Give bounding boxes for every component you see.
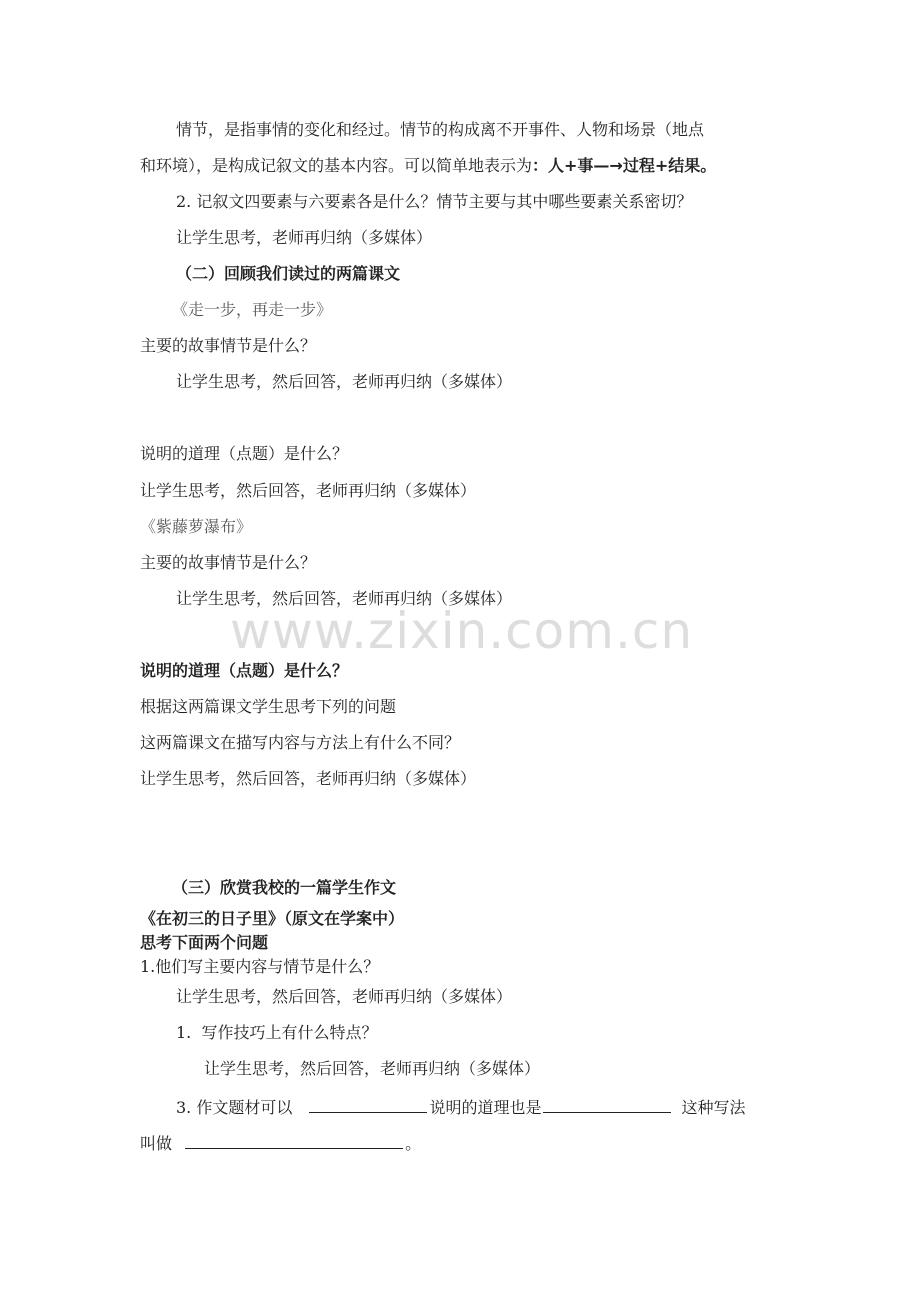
section-heading: （三）欣赏我校的一篇学生作文	[172, 878, 397, 897]
question-line: 主要的故事情节是什么？	[140, 553, 317, 572]
instruction-line: 让学生思考，老师再归纳（多媒体）	[176, 228, 433, 247]
question-line: 1. 写作技巧上有什么特点？	[176, 1023, 378, 1042]
fill-in-line	[140, 1132, 421, 1155]
paragraph-line: 情节，是指事情的变化和经过。情节的构成离不开事件、人物和场景（地点	[176, 120, 705, 139]
text-title: 《走一步，再走一步》	[172, 300, 333, 319]
watermark: www.zixin.com.cn	[230, 602, 694, 660]
instruction-line: 让学生思考，然后回答，老师再归纳（多媒体）	[176, 589, 513, 608]
formula-text: ：人+事—→过程+结果。	[532, 156, 717, 175]
question-line: 2. 记叙文四要素与六要素各是什么？情节主要与其中哪些要素关系密切？	[176, 192, 693, 211]
answer-blank[interactable]	[185, 1132, 403, 1149]
question-line: 说明的道理（点题）是什么？	[140, 661, 349, 680]
instruction-line: 让学生思考，然后回答，老师再归纳（多媒体）	[140, 481, 477, 500]
question-line: 主要的故事情节是什么？	[140, 336, 317, 355]
paragraph-line	[140, 155, 716, 177]
answer-blank[interactable]	[543, 1096, 671, 1113]
question-line: 说明的道理（点题）是什么？	[140, 444, 349, 463]
instruction-line: 让学生思考，然后回答，老师再归纳（多媒体）	[204, 1059, 541, 1078]
question-line: 1.他们写主要内容与情节是什么？	[140, 957, 380, 976]
section-heading: （二）回顾我们读过的两篇课文	[176, 264, 401, 283]
instruction-line: 让学生思考，然后回答，老师再归纳（多媒体）	[176, 372, 513, 391]
instruction-line: 让学生思考，然后回答，老师再归纳（多媒体）	[140, 769, 477, 788]
question-line: 这两篇课文在描写内容与方法上有什么不同？	[140, 733, 461, 752]
text-title: 《紫藤萝瀑布》	[140, 517, 253, 536]
answer-blank[interactable]	[309, 1096, 427, 1113]
fill-in-text: 。	[405, 1134, 422, 1153]
fill-in-text: 3. 作文题材可以	[176, 1098, 293, 1117]
fill-in-text: 说明的道理也是	[429, 1098, 542, 1117]
paragraph-text: 和环境），是构成记叙文的基本内容。可以简单地表示为	[140, 156, 533, 175]
fill-in-text: 这种写法	[681, 1098, 746, 1117]
fill-in-line	[176, 1096, 745, 1119]
paragraph-line: 根据这两篇课文学生思考下列的问题	[140, 697, 397, 716]
instruction-line: 让学生思考，然后回答，老师再归纳（多媒体）	[176, 987, 513, 1006]
fill-in-text: 叫做	[140, 1134, 173, 1153]
essay-title: 《在初三的日子里》（原文在学案中）	[140, 909, 405, 928]
subheading: 思考下面两个问题	[140, 933, 269, 952]
